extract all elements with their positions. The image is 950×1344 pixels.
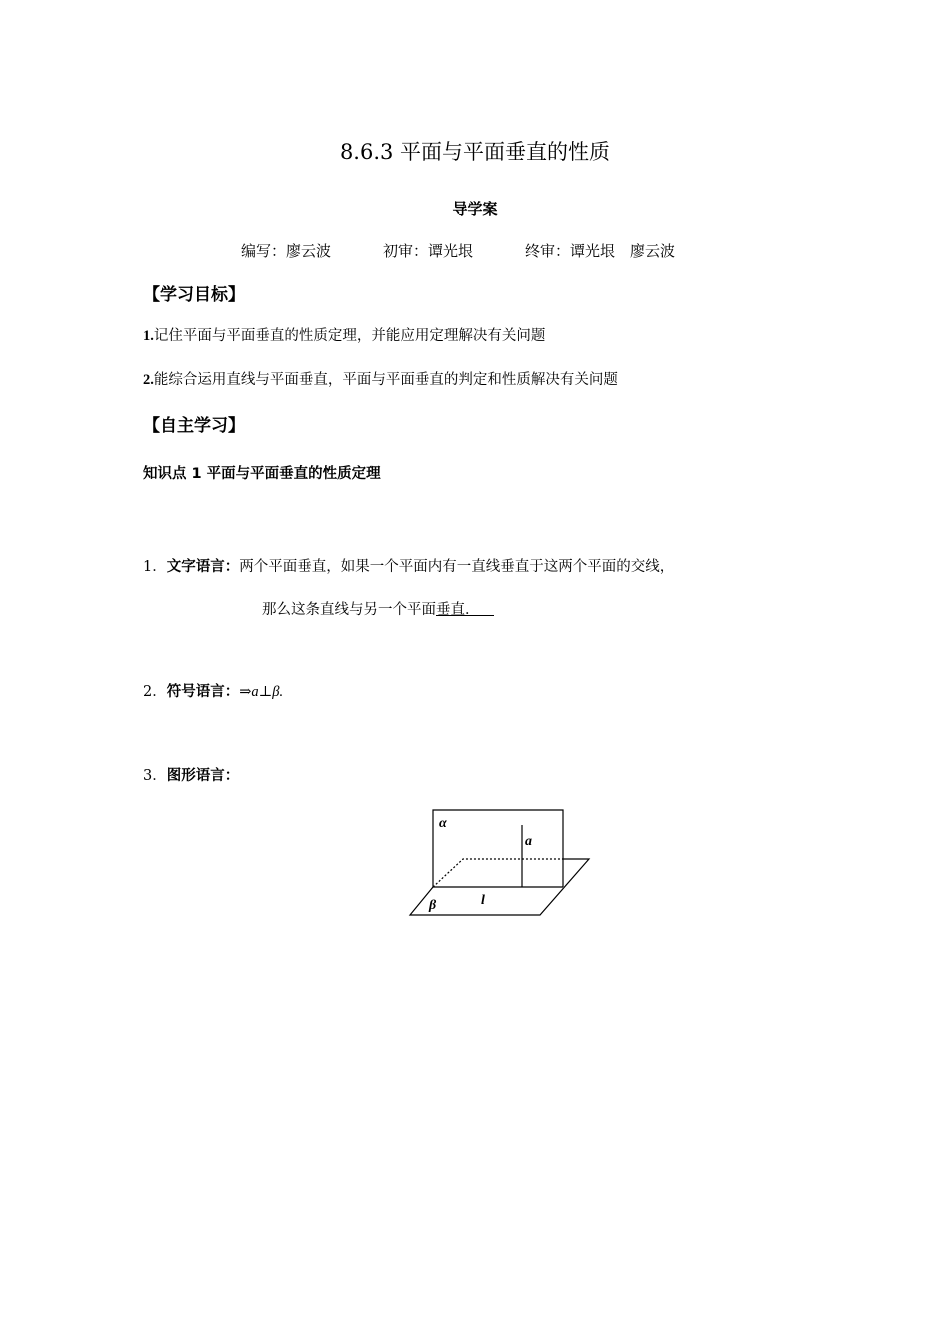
item-number: 3． [143, 768, 167, 784]
item-label: 图形语言： [166, 768, 240, 784]
author-line [241, 240, 675, 261]
symbol-a: a [251, 684, 259, 700]
goal-text: 记住平面与平面垂直的性质定理，并能应用定理解决有关问题 [153, 328, 546, 344]
goal-item-2 [143, 368, 618, 389]
symbol-beta: β [272, 684, 280, 700]
goal-text: 能综合运用直线与平面垂直，平面与平面垂直的判定和性质解决有关问题 [153, 372, 618, 388]
symbol-language-item [143, 680, 283, 701]
first-reviewer: 初审：谭光垠 [383, 242, 474, 260]
item-number: 2． [143, 684, 167, 700]
label-a: a [525, 834, 532, 849]
writer: 编写：廖云波 [241, 242, 332, 260]
theorem-answer: 垂直． [436, 602, 480, 618]
theorem-text-prefix: 那么这条直线与另一个平面 [262, 602, 436, 618]
plane-alpha-outline [433, 810, 563, 887]
perpendicular-planes-figure [405, 805, 595, 920]
text-language-item [143, 555, 674, 576]
label-alpha: α [439, 816, 447, 831]
goals-heading: 【学习目标】 [143, 285, 245, 305]
theorem-text-line1: 两个平面垂直，如果一个平面内有一直线垂直于这两个平面的交线， [239, 559, 675, 575]
theorem-text-line2 [262, 598, 494, 619]
label-beta: β [429, 898, 437, 913]
symbol-end: . [279, 684, 284, 700]
label-l: l [481, 893, 485, 908]
perp-symbol: ⊥ [258, 684, 273, 700]
item-label: 文字语言： [166, 559, 240, 575]
figure-language-item [143, 764, 239, 785]
goal-number: 1. [143, 328, 154, 344]
item-label: 符号语言： [166, 684, 240, 700]
final-reviewer: 终审：谭光垠 廖云波 [525, 242, 676, 260]
goal-number: 2. [143, 372, 154, 388]
page-subtitle: 导学案 [452, 200, 498, 218]
self-study-heading: 【自主学习】 [143, 416, 245, 436]
implies-symbol: ⇒ [239, 684, 252, 700]
item-number: 1． [143, 559, 167, 575]
page-title: 8.6.3 平面与平面垂直的性质 [339, 140, 611, 164]
plane-beta-hidden-edge [433, 859, 563, 887]
goal-item-1 [143, 324, 545, 345]
knowledge-point-title: 知识点 1 平面与平面垂直的性质定理 [143, 466, 381, 482]
